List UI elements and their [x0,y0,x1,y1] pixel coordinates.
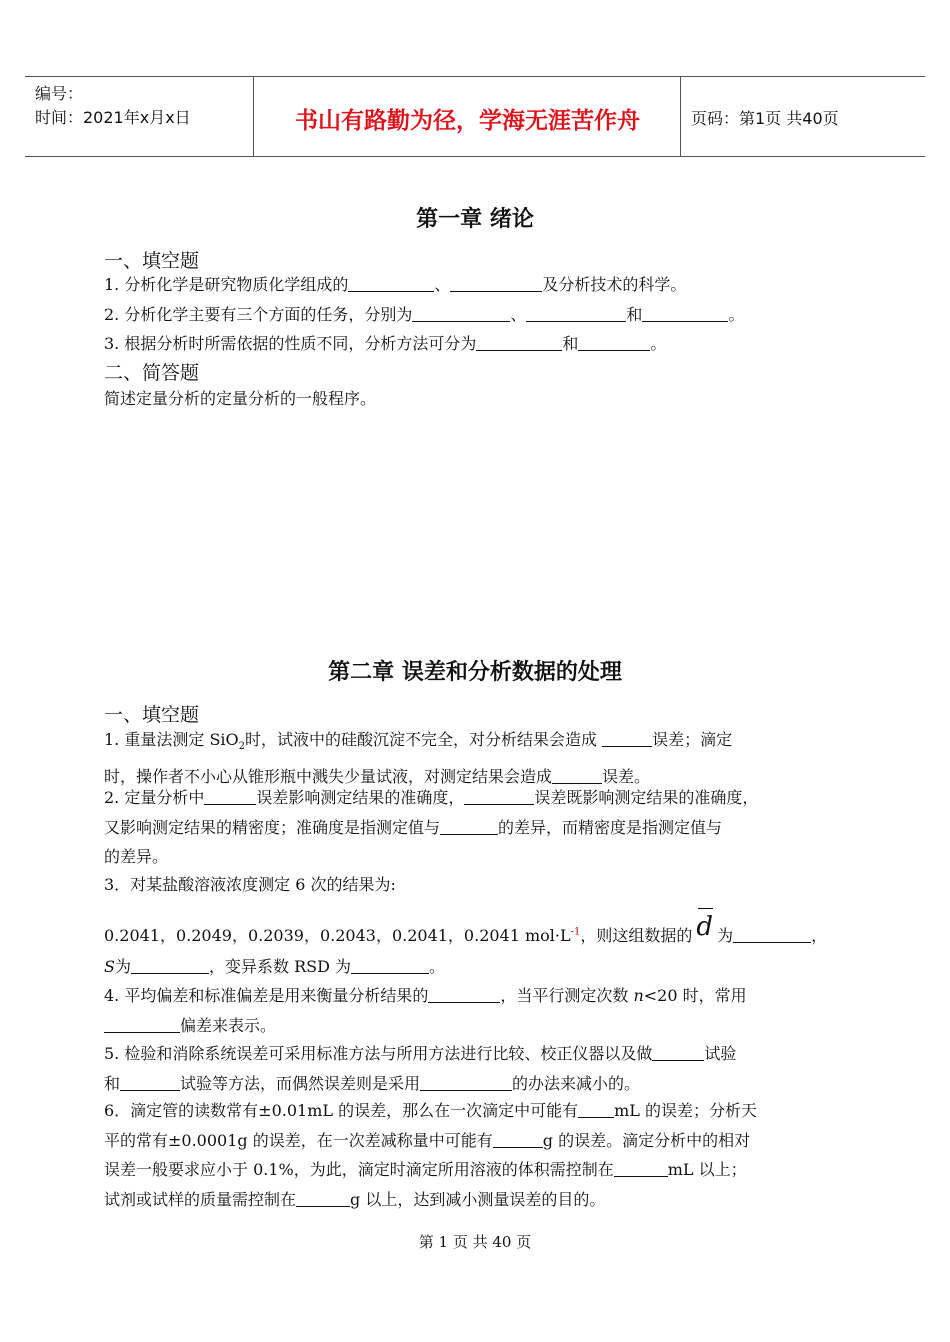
short-answer-question-1: 简述定量分析的定量分析的一般程序。 [104,389,377,408]
chapter-1-questions [104,270,854,359]
answer-blank [348,274,434,292]
chapter-1-title: 第一章 绪论 [416,207,534,232]
answer-blank [578,333,650,351]
page-footer: 第 1 页 共 40 页 [418,1233,532,1251]
answer-blank [296,1189,350,1207]
answer-blank [131,956,209,974]
answer-blank [578,1100,614,1118]
answer-blank [733,925,811,943]
chapter-1-short-answer-heading: 二、简答题 [104,362,200,384]
chapter-2-question-4: 4. 平均偏差和标准偏差是用来衡量分析结果的 ，当平行测定次数 n<20 时，常用 偏差来表示。 [104,986,747,1035]
header-page-info: 页码：第1页 共40页 [691,109,839,128]
chapter-2-title: 第二章 误差和分析数据的处理 [328,660,622,685]
document-number-label: 编号： [35,84,84,103]
answer-blank [552,766,602,784]
chapter-2-question-3-values: 0.2041，0.2049，0.2039，0.2043，0.2041，0.2041 $mol\cdot L^{-1}$，则这组数据的 d 为 ， [104,908,854,955]
chapter-2-question-5: 5. 检验和消除系统误差可采用标准方法与所用方法进行比较、校正仪器以及做 试验 和 试验等方法，而偶然误差则是采用 的办法来减小的。 [104,1044,737,1093]
answer-blank [204,787,256,805]
mean-deviation-symbol: d [696,908,713,946]
answer-blank [464,787,534,805]
answer-blank [526,304,626,322]
document-header [25,76,925,157]
chapter-2-question-1: 1. 重量法测定 SiO$_2$时，试液中的硅酸沉淀不完全，对分析结果会造成 误差；滴定 时，操作者不小心从锥形瓶中溅失少量试液，对测定结果会造成 误差。 [104,730,733,786]
chapter-2-question-2: 2. 定量分析中 误差影响测定结果的准确度， 误差既影响测定结果的准确度， 又影响测定结果的精密度；准确度是指测定值与 的差异，而精密度是指测定值与 的差异。 [104,788,759,866]
chapter-2-question-6: 6．滴定管的读数常有±0.01mL 的误差，那么在一次滴定中可能有 mL 的误差；分析天 平的常有±0.0001g 的误差，在一次差减称量中可能有 g 的误差。滴定分析中的相对 误差一般要求应小于 0.1%，为此，滴定时滴定所用溶液的体积需控制在 mL 以上； 试剂或试样的质量需控制在 g 以上，达到减小测量误差的目的。 [104,1101,757,1209]
answer-blank [493,1130,543,1148]
answer-blank [642,304,728,322]
header-meta [35,82,191,130]
answer-blank [440,817,498,835]
header-divider [253,77,254,156]
question-2: 2. 分析化学主要有三个方面的任务，分别为 、 和 。 [104,304,745,324]
chapter-1-fill-in-heading: 一、填空题 [104,250,200,272]
header-divider [680,77,681,156]
document-time-label: 时间：2021年x月x日 [35,108,191,127]
question-3: 3. 根据分析时所需依据的性质不同，分析方法可分为 和 。 [104,334,667,353]
answer-blank [476,333,562,351]
chapter-2-fill-in-heading: 一、填空题 [104,704,200,726]
answer-blank [450,274,542,292]
answer-blank [104,1015,180,1033]
answer-blank [120,1073,180,1091]
chapter-2-question-3-cont: S为 ，变异系数 RSD 为 。 [104,957,446,976]
answer-blank [428,985,500,1003]
answer-blank [420,1073,512,1091]
question-1: 1. 分析化学是研究物质化学组成的 、 及分析技术的科学。 [104,275,687,294]
answer-blank [652,1043,704,1061]
answer-blank [412,304,510,322]
answer-blank [351,956,429,974]
answer-blank [614,1159,668,1177]
chapter-2-question-3: 3．对某盐酸溶液浓度测定 6 次的结果为: [104,875,396,894]
header-motto: 书山有路勤为径，学海无涯苦作舟 [295,108,640,134]
answer-blank [602,729,652,747]
